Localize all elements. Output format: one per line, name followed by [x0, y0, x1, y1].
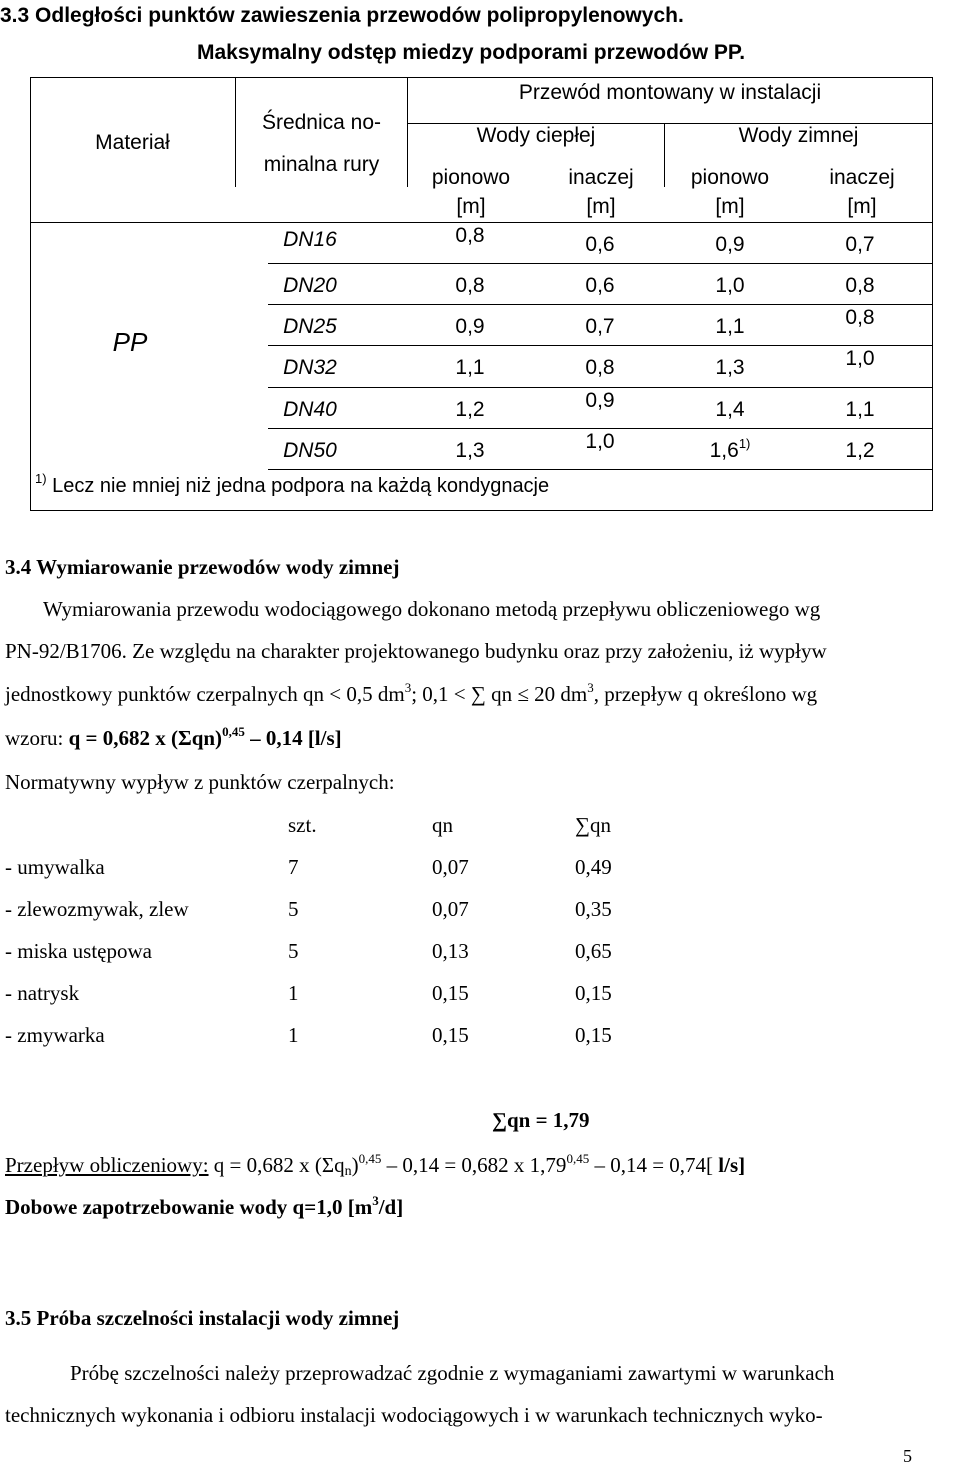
fixture-qn: 0,13: [432, 939, 469, 963]
section-3-4-heading: 3.4 Wymiarowanie przewodów wody zimnej: [5, 555, 400, 579]
paragraph-line: PN-92/B1706. Ze względu na charakter projektowanego budynku oraz przy założeniu, iż wypływ: [5, 639, 827, 663]
leq-symbol: ≤: [517, 682, 529, 706]
row-dn16-hot-other: 0,6: [585, 233, 615, 256]
row-dn16-cold-other: 0,7: [845, 233, 875, 256]
fixture-sum: 0,49: [575, 855, 612, 879]
row-dn40-dn: DN40: [283, 398, 337, 421]
design-flow-b: ): [351, 1153, 359, 1177]
row-dn50-dn: DN50: [283, 439, 337, 462]
section-3-3-heading: 3.3 Odległości punktów zawieszenia przewodów polipropylenowych.: [0, 4, 684, 27]
normative-heading: Normatywny wypływ z punktów czerpalnych:: [5, 770, 395, 794]
design-flow-d: – 0,14 = 0,74[: [594, 1153, 714, 1177]
row-dn16-dn: DN16: [283, 228, 337, 251]
row-dn20-cold-other: 0,8: [845, 274, 875, 297]
fixture-name: - miska ustępowa: [5, 939, 152, 963]
row-dn20-hot-vertical: 0,8: [455, 274, 485, 297]
daily-demand-b: /d]: [378, 1195, 404, 1219]
row-dn16-cold-vertical: 0,9: [715, 233, 745, 256]
paragraph-line-conditions: [5, 682, 817, 707]
formula-main: q = 0,682 x (Σqn): [68, 726, 223, 750]
fixture-qn: 0,07: [432, 855, 469, 879]
material-pp: PP: [112, 327, 148, 357]
conditions-text-d: 20 dm: [534, 682, 588, 706]
conditions-text-c: qn: [491, 682, 513, 706]
cold-water-header: Wody zimnej: [738, 124, 859, 147]
total-sum-qn: ∑qn = 1,79: [492, 1108, 590, 1132]
row-dn50-hot-other: 1,0: [585, 430, 615, 453]
design-flow-c: – 0,14 = 0,682 x 1,79: [386, 1153, 567, 1177]
formula-line: [5, 726, 342, 751]
diameter-header-line1: Średnica no-: [261, 111, 382, 134]
row-dn50-cold-vertical-value: 1,6: [709, 439, 739, 462]
installed-header: Przewód montowany w instalacji: [518, 81, 822, 104]
row-dn32-cold-vertical: 1,3: [715, 356, 745, 379]
material-header: Materiał: [95, 131, 170, 154]
col-header-qn: qn: [432, 813, 453, 837]
row-dn16-hot-vertical: 0,8: [455, 224, 485, 247]
fixture-count: 5: [288, 939, 299, 963]
row-dn40-hot-other: 0,9: [585, 389, 615, 412]
row-dn25-dn: DN25: [283, 315, 337, 338]
fixture-qn: 0,15: [432, 981, 469, 1005]
row-dn50-hot-vertical: 1,3: [455, 439, 485, 462]
fixture-qn: 0,15: [432, 1023, 469, 1047]
fixture-sum: 0,65: [575, 939, 612, 963]
row-dn40-cold-vertical: 1,4: [715, 398, 745, 421]
fixture-name: - umywalka: [5, 855, 105, 879]
superscript-3: 3: [587, 680, 594, 695]
fixture-sum: 0,15: [575, 981, 612, 1005]
section-3-5-heading: 3.5 Próba szczelności instalacji wody zimnej: [5, 1306, 400, 1330]
formula-exponent: 0,45: [222, 724, 245, 739]
row-dn25-hot-other: 0,7: [585, 315, 615, 338]
col-header-sum-qn: ∑qn: [575, 813, 611, 837]
design-flow-subscript: n: [344, 1164, 352, 1179]
row-dn32-cold-other: 1,0: [845, 347, 875, 370]
fixture-name: - natrysk: [5, 981, 80, 1005]
cold-vertical-label: pionowo: [690, 166, 770, 189]
hot-vertical-unit: [m]: [456, 195, 486, 218]
fixture-count: 1: [288, 1023, 299, 1047]
fixture-sum: 0,15: [575, 1023, 612, 1047]
row-dn25-cold-other: 0,8: [845, 306, 875, 329]
row-dn32-hot-other: 0,8: [585, 356, 615, 379]
page-number: 5: [903, 1446, 912, 1466]
fixture-sum: 0,35: [575, 897, 612, 921]
hot-vertical-label: pionowo: [431, 166, 511, 189]
table-caption: Maksymalny odstęp miedzy podporami przewodów PP.: [197, 41, 746, 64]
hot-other-unit: [m]: [586, 195, 616, 218]
table-footnote: [35, 471, 550, 498]
daily-demand: [5, 1195, 403, 1220]
row-dn25-hot-vertical: 0,9: [455, 315, 485, 338]
design-flow-unit: l/s]: [718, 1153, 746, 1177]
row-dn40-hot-vertical: 1,2: [455, 398, 485, 421]
row-dn32-dn: DN32: [283, 356, 337, 379]
cold-other-unit: [m]: [847, 195, 877, 218]
paragraph-line: Próbę szczelności należy przeprowadzać zgodnie z wymaganiami zawartymi w warunkach: [70, 1361, 835, 1385]
hot-other-label: inaczej: [568, 166, 634, 189]
paragraph-line: Wymiarowania przewodu wodociągowego dokonano metodą przepływu obliczeniowego wg: [43, 597, 821, 621]
row-dn32-hot-vertical: 1,1: [455, 356, 485, 379]
cold-vertical-unit: [m]: [715, 195, 745, 218]
fixture-count: 1: [288, 981, 299, 1005]
col-header-szt: szt.: [288, 813, 317, 837]
diameter-header-line2: minalna rury: [263, 153, 380, 176]
footnote-mark: 1): [35, 471, 47, 486]
footnote-ref: 1): [738, 436, 751, 451]
design-flow-exponent: 0,45: [358, 1151, 382, 1166]
row-dn20-cold-vertical: 1,0: [715, 274, 745, 297]
row-dn20-dn: DN20: [283, 274, 337, 297]
row-dn40-cold-other: 1,1: [845, 398, 875, 421]
formula-prefix: wzoru:: [5, 726, 64, 750]
fixture-name: - zlewozmywak, zlew: [5, 897, 189, 921]
design-flow-label: Przepływ obliczeniowy:: [5, 1153, 209, 1177]
superscript-3: 3: [404, 680, 412, 695]
sum-symbol: ∑: [470, 682, 486, 706]
fixture-count: 5: [288, 897, 299, 921]
design-flow-exponent: 0,45: [566, 1151, 590, 1166]
fixture-count: 7: [288, 855, 299, 879]
hot-water-header: Wody ciepłej: [476, 124, 596, 147]
formula-tail: – 0,14 [l/s]: [250, 726, 342, 750]
row-dn50-cold-vertical: [670, 436, 790, 463]
row-dn20-hot-other: 0,6: [585, 274, 615, 297]
conditions-text-e: , przepływ q określono wg: [593, 682, 818, 706]
conditions-text-a: jednostkowy punktów czerpalnych qn < 0,5 dm: [5, 682, 405, 706]
conditions-text-b: ; 0,1 <: [411, 682, 466, 706]
design-flow-line: [5, 1153, 745, 1178]
row-dn25-cold-vertical: 1,1: [715, 315, 745, 338]
daily-demand-exponent: 3: [372, 1193, 379, 1208]
fixture-name: - zmywarka: [5, 1023, 105, 1047]
design-flow-a: q = 0,682 x (Σq: [213, 1153, 345, 1177]
paragraph-line: technicznych wykonania i odbioru instalacji wodociągowych i w warunkach technicznych wyko-: [5, 1403, 823, 1427]
support-spacing-table: [30, 77, 933, 511]
row-dn50-cold-other: 1,2: [845, 439, 875, 462]
footnote-text: Lecz nie mniej niż jedna podpora na każdą kondygnacje: [52, 475, 550, 497]
daily-demand-a: Dobowe zapotrzebowanie wody q=1,0 [m: [5, 1195, 373, 1219]
fixture-qn: 0,07: [432, 897, 469, 921]
cold-other-label: inaczej: [829, 166, 895, 189]
